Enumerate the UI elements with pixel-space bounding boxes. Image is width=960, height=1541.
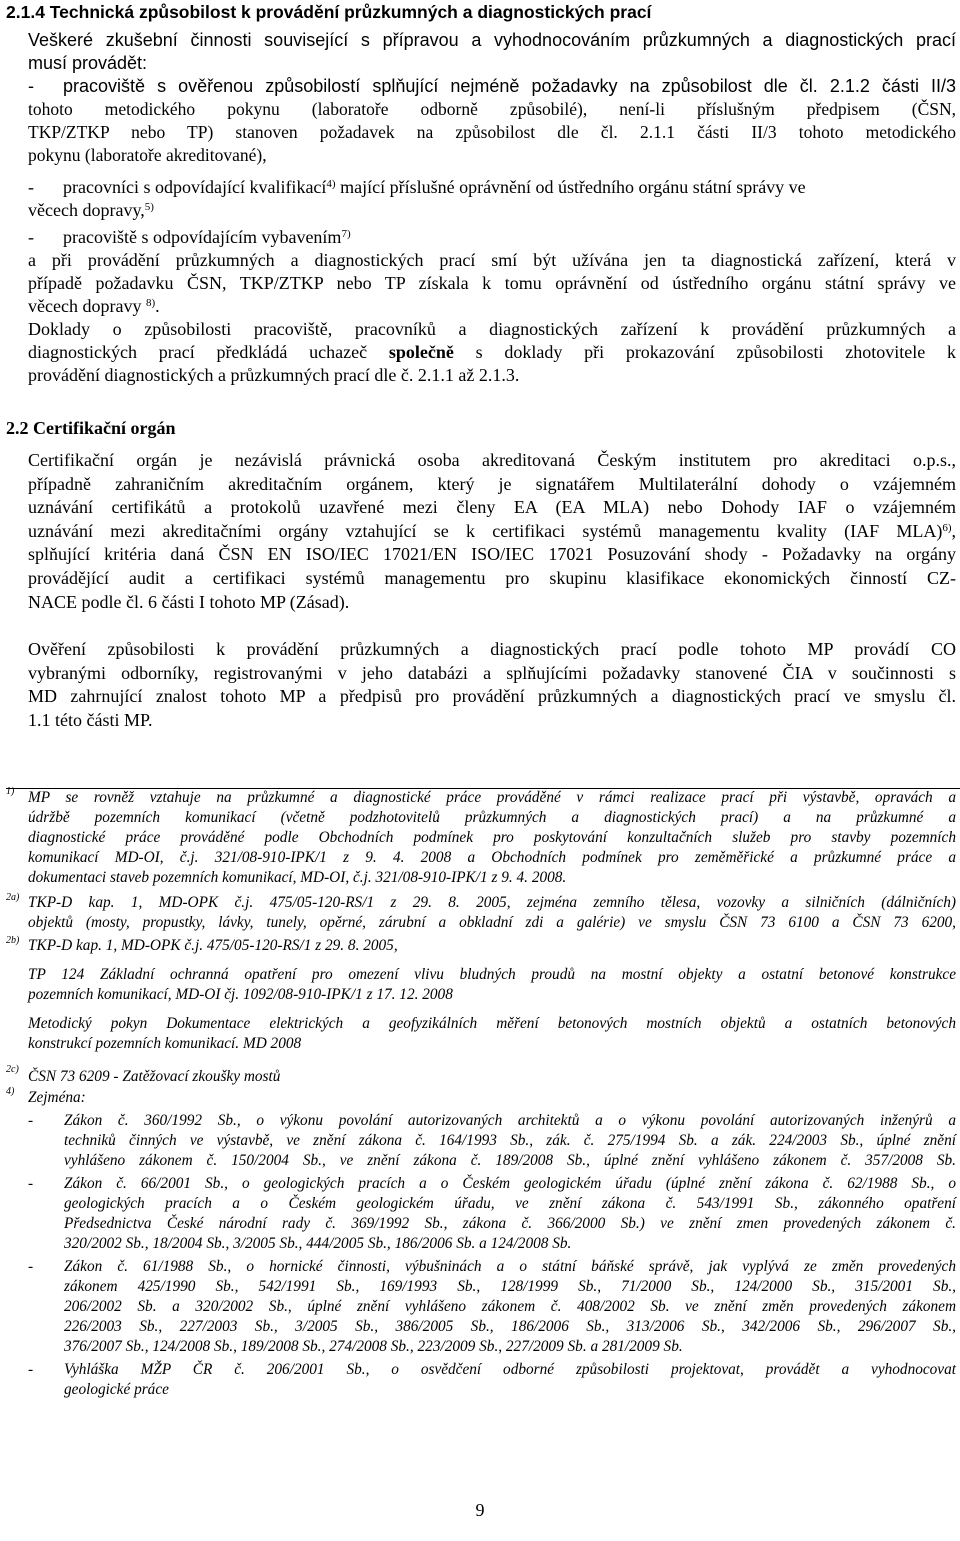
list-dash: - [28, 227, 34, 247]
footnote-4 [28, 1088, 956, 1108]
footnote-line: Zákon č. 66/2001 Sb., o geologických pracích a o Českém geologickém úřadu (úplné znění zákona č. 62/1988 Sb., o [64, 1175, 956, 1192]
text-line: pracoviště s ověřenou způsobilostí splňující nejméně požadavky na způsobilost dle čl. 2.1.2 části II/3 [63, 76, 956, 96]
list-item [28, 1257, 956, 1357]
footnote-ref: 7) [341, 228, 351, 240]
footnote-marker: 4) [6, 1086, 15, 1097]
text-line: pokynu (laboratoře akreditované), [28, 145, 267, 165]
footnote-line: objektů (mosty, propustky, lávky, tunely, opěrné, zárubní a obkladní zdi a galérie) ve smyslu ČSN 73 6100 a ČSN 73 6200, [28, 914, 956, 931]
text-line: provádějící audit a certifikaci systémů managementu pro skupinu klasifikace ekonomických činností CZ- [28, 567, 956, 588]
footnote-marker: 2a) [6, 892, 20, 903]
footnote-line: vyhlášeno zákonem č. 150/2004 Sb., ve znění zákona č. 189/2008 Sb., úplné znění vyhlášeno zákonem č. 357/2008 Sb. [64, 1152, 956, 1169]
list-item [28, 1174, 956, 1254]
text-line: Ověření způsobilosti k provádění průzkumných a diagnostických prací podle tohoto MP provádí CO [28, 639, 956, 659]
footnote-line: dokumentaci staveb pozemních komunikací, MD-OI, č.j. 321/08-910-IPK/1 z 9. 4. 2008. [28, 869, 567, 886]
list-dash: - [28, 1175, 34, 1192]
text-line: pracovníci s odpovídající kvalifikací [63, 177, 327, 197]
footnote-line: Zejména: [28, 1089, 86, 1106]
footnote-line: 320/2002 Sb., 18/2004 Sb., 3/2005 Sb., 444/2005 Sb., 186/2006 Sb. a 124/2008 Sb. [64, 1235, 572, 1252]
list-item [28, 176, 956, 199]
text-line: věcech dopravy,$^{5)}$ [28, 200, 154, 220]
text-line: NACE podle čl. 6 části I tohoto MP (Zásad). [28, 591, 350, 612]
text-line: a při provádění průzkumných a diagnostických prací smí být užívána jen ta diagnostická zařízení, která v [28, 250, 956, 270]
text-line: případně zahraničním akreditačním orgánem, který je signatářem Multilaterální dohody o vzájemném [28, 473, 956, 494]
list-item [28, 1111, 956, 1171]
text-line: mající příslušné oprávnění od ústředního orgánu státní správy ve [335, 177, 806, 197]
list-dash: - [28, 1361, 34, 1378]
footnote-line: 206/2002 Sb. a 320/2002 Sb., úplné znění vyhlášeno zákonem č. 408/2002 Sb. ve znění změn provedených zákonem [64, 1298, 956, 1315]
text-line: 1.1 této části MP. [28, 709, 153, 730]
footnote-line: komunikací MD-OI, č.j. 321/08-910-IPK/1 z 9. 4. 2008 a Obchodních podmínek pro zeměměřické a průzkumné práce a [28, 849, 956, 866]
footnote-ref: 6) [942, 521, 952, 534]
text-line: vybranými odborníky, registrovanými v jeho databázi a splňujícími požadavky stanovené ČIA v součinnosti s [28, 662, 956, 683]
list-item [28, 1360, 956, 1400]
text-line: MD zahrnující znalost tohoto MP a předpisů pro provádění průzkumných a diagnostických prací ve smyslu čl. [28, 686, 956, 707]
list-dash: - [28, 177, 34, 197]
footnote-ref: 8) [145, 297, 156, 309]
footnote-1 [28, 788, 956, 888]
competence-list-continued [28, 176, 956, 387]
footnote-2c [28, 1067, 956, 1087]
text-line: Veškeré zkušební činnosti související s přípravou a vyhodnocováním průzkumných a diagnostických prací [28, 30, 956, 50]
text-line: TKP/ZTKP nebo TP) stanoven požadavek na způsobilost dle čl. 2.1.1 části II/3 tohoto metodického [28, 122, 956, 142]
verification-paragraph [28, 638, 956, 732]
footnote-line: TKP-D kap. 1, MD-OPK č.j. 475/05-120-RS/1 z 29. 8. 2005, [28, 937, 398, 954]
footnote-line: údržbě pozemních komunikací (včetně podzhotovitelů průzkumných a diagnostických prací) a na průzkumné a [28, 809, 956, 826]
section2-heading: 2.2 Certifikační orgán [6, 418, 176, 438]
footnote-line: Metodický pokyn Dokumentace elektrických a geofyzikálních měření betonových mostních objektů a ostatních betonových [28, 1015, 956, 1032]
certification-paragraph [28, 449, 956, 614]
footnote-line: Vyhláška MŽP ČR č. 206/2001 Sb., o osvědčení odborné způsobilosti projektovat, provádět a vyhodnocovat [64, 1361, 956, 1378]
footnote-ref: 4) [326, 178, 336, 190]
text-line: pracoviště s odpovídajícím vybavením [63, 227, 342, 247]
footnote-line: 226/2003 Sb., 227/2003 Sb., 3/2005 Sb., 386/2005 Sb., 186/2006 Sb., 313/2006 Sb., 342/2006 Sb., 296/2007 Sb., [64, 1318, 956, 1335]
footnote-line: pozemních komunikací, MD-OI čj. 1092/08-910-IPK/1 z 17. 12. 2008 [28, 986, 453, 1003]
list-item [28, 226, 956, 249]
footnote-2a [28, 893, 956, 933]
list-dash: - [28, 76, 34, 96]
text-line: uznávání certifikátů a protokolů uzavřené mezi členy EA (EA MLA) nebo Dohody IAF o vzájemném [28, 497, 956, 518]
footnote-marker: 2c) [6, 1064, 19, 1075]
text-line: diagnostických prací předkládá uchazeč společně s doklady při prokazování způsobilosti zhotovitele k [28, 342, 956, 362]
footnote-line: 376/2007 Sb., 124/2008 Sb., 189/2008 Sb., 274/2008 Sb., 223/2009 Sb., 227/2009 Sb. a 281/2009 Sb. [64, 1338, 683, 1355]
footnote-line: konstrukcí pozemních komunikací. MD 2008 [28, 1035, 302, 1052]
section-heading: 2.1.4 Technická způsobilost k provádění průzkumných a diagnostických prací [6, 2, 652, 22]
footnote-marker: 2b) [6, 935, 20, 946]
footnote-ref: 5) [144, 201, 154, 213]
footnote-2b [28, 936, 956, 1054]
text-line: splňující kritéria daná ČSN EN ISO/IEC 17021/EN ISO/IEC 17021 Posuzování shody - Požadavky na orgány [28, 544, 956, 565]
footnote-marker: 1) [6, 786, 15, 797]
text-line: Doklady o způsobilosti pracoviště, pracovníků a diagnostických zařízení k provádění průzkumných a [28, 319, 956, 339]
list-dash: - [28, 1112, 34, 1129]
footnote-line: zákonem 425/1990 Sb., 542/1991 Sb., 169/1993 Sb., 128/1999 Sb., 71/2000 Sb., 124/2000 Sb., 315/2001 Sb., [64, 1278, 956, 1295]
text-line: musí provádět: [28, 53, 148, 73]
footnote-4-list [28, 1111, 956, 1400]
text-line: provádění diagnostických a průzkumných prací dle č. 2.1.1 až 2.1.3. [28, 365, 520, 385]
footnote-line: techniků činných ve výstavbě, ve znění zákona č. 164/1993 Sb., zák. č. 275/1994 Sb. a zák. 224/2003 Sb., úplné znění [64, 1132, 956, 1149]
text-line: věcech dopravy $^{8)}$. [28, 296, 160, 316]
list-dash: - [28, 1258, 34, 1275]
text-line: uznávání mezi akreditačními orgány vztahující se k certifikaci systémů managementu kvality (IAF MLA)$^{6)}$, [28, 520, 956, 541]
footnote-line: Zákon č. 360/1992 Sb., o výkonu povolání autorizovaných architektů a o výkonu povolání autorizovaných inženýrů a [64, 1112, 956, 1129]
page-number: 9 [475, 1500, 485, 1520]
footnote-line: diagnostické práce prováděné podle Obchodních podmínek pro poskytování konzultačních služeb pro stavby pozemních [28, 829, 956, 846]
competence-paragraph [28, 29, 956, 167]
footnote-line: MP se rovněž vztahuje na průzkumné a diagnostické práce prováděné v rámci realizace prací při výstavbě, opravách a [28, 789, 956, 806]
footnote-line: TKP-D kap. 1, MD-OPK č.j. 475/05-120-RS/1 z 29. 8. 2005, zejména zemního tělesa, vozovky a silničních (dálničních) [28, 894, 956, 911]
footnote-line: TP 124 Základní ochranná opatření pro omezení vlivu bludných proudů na mostní objekty a ostatní betonové konstrukce [28, 966, 956, 983]
footnote-line: geologické práce [64, 1381, 169, 1398]
footnote-line: ČSN 73 6209 - Zatěžovací zkoušky mostů [28, 1068, 281, 1085]
text-line: tohoto metodického pokynu (laboratoře odborně způsobilé), není-li příslušným předpisem (ČSN, [28, 99, 956, 119]
bold-emphasis: společně [388, 342, 454, 362]
list-item [28, 75, 956, 98]
footnote-line: geologických pracích a o Českém geologickém úřadu, ve znění zákona č. 543/1991 Sb., zákonného opatření [64, 1195, 956, 1212]
text-line: Certifikační orgán je nezávislá právnická osoba akreditovaná Českým institutem pro akreditaci o.p.s., [28, 450, 956, 470]
footnote-line: Zákon č. 61/1988 Sb., o hornické činnosti, výbušninách a o státní báňské správě, jak vyplývá ze změn provedených [64, 1258, 956, 1275]
footnote-line: Předsednictva České národní rady č. 369/1992 Sb., zákona č. 366/2000 Sb.) ve znění zmen provedených zákonem č. [64, 1215, 956, 1232]
text-line: případě požadavku ČSN, TKP/ZTKP nebo TP získala k tomu oprávnění od ústředního orgánu státní správy ve [28, 273, 956, 293]
